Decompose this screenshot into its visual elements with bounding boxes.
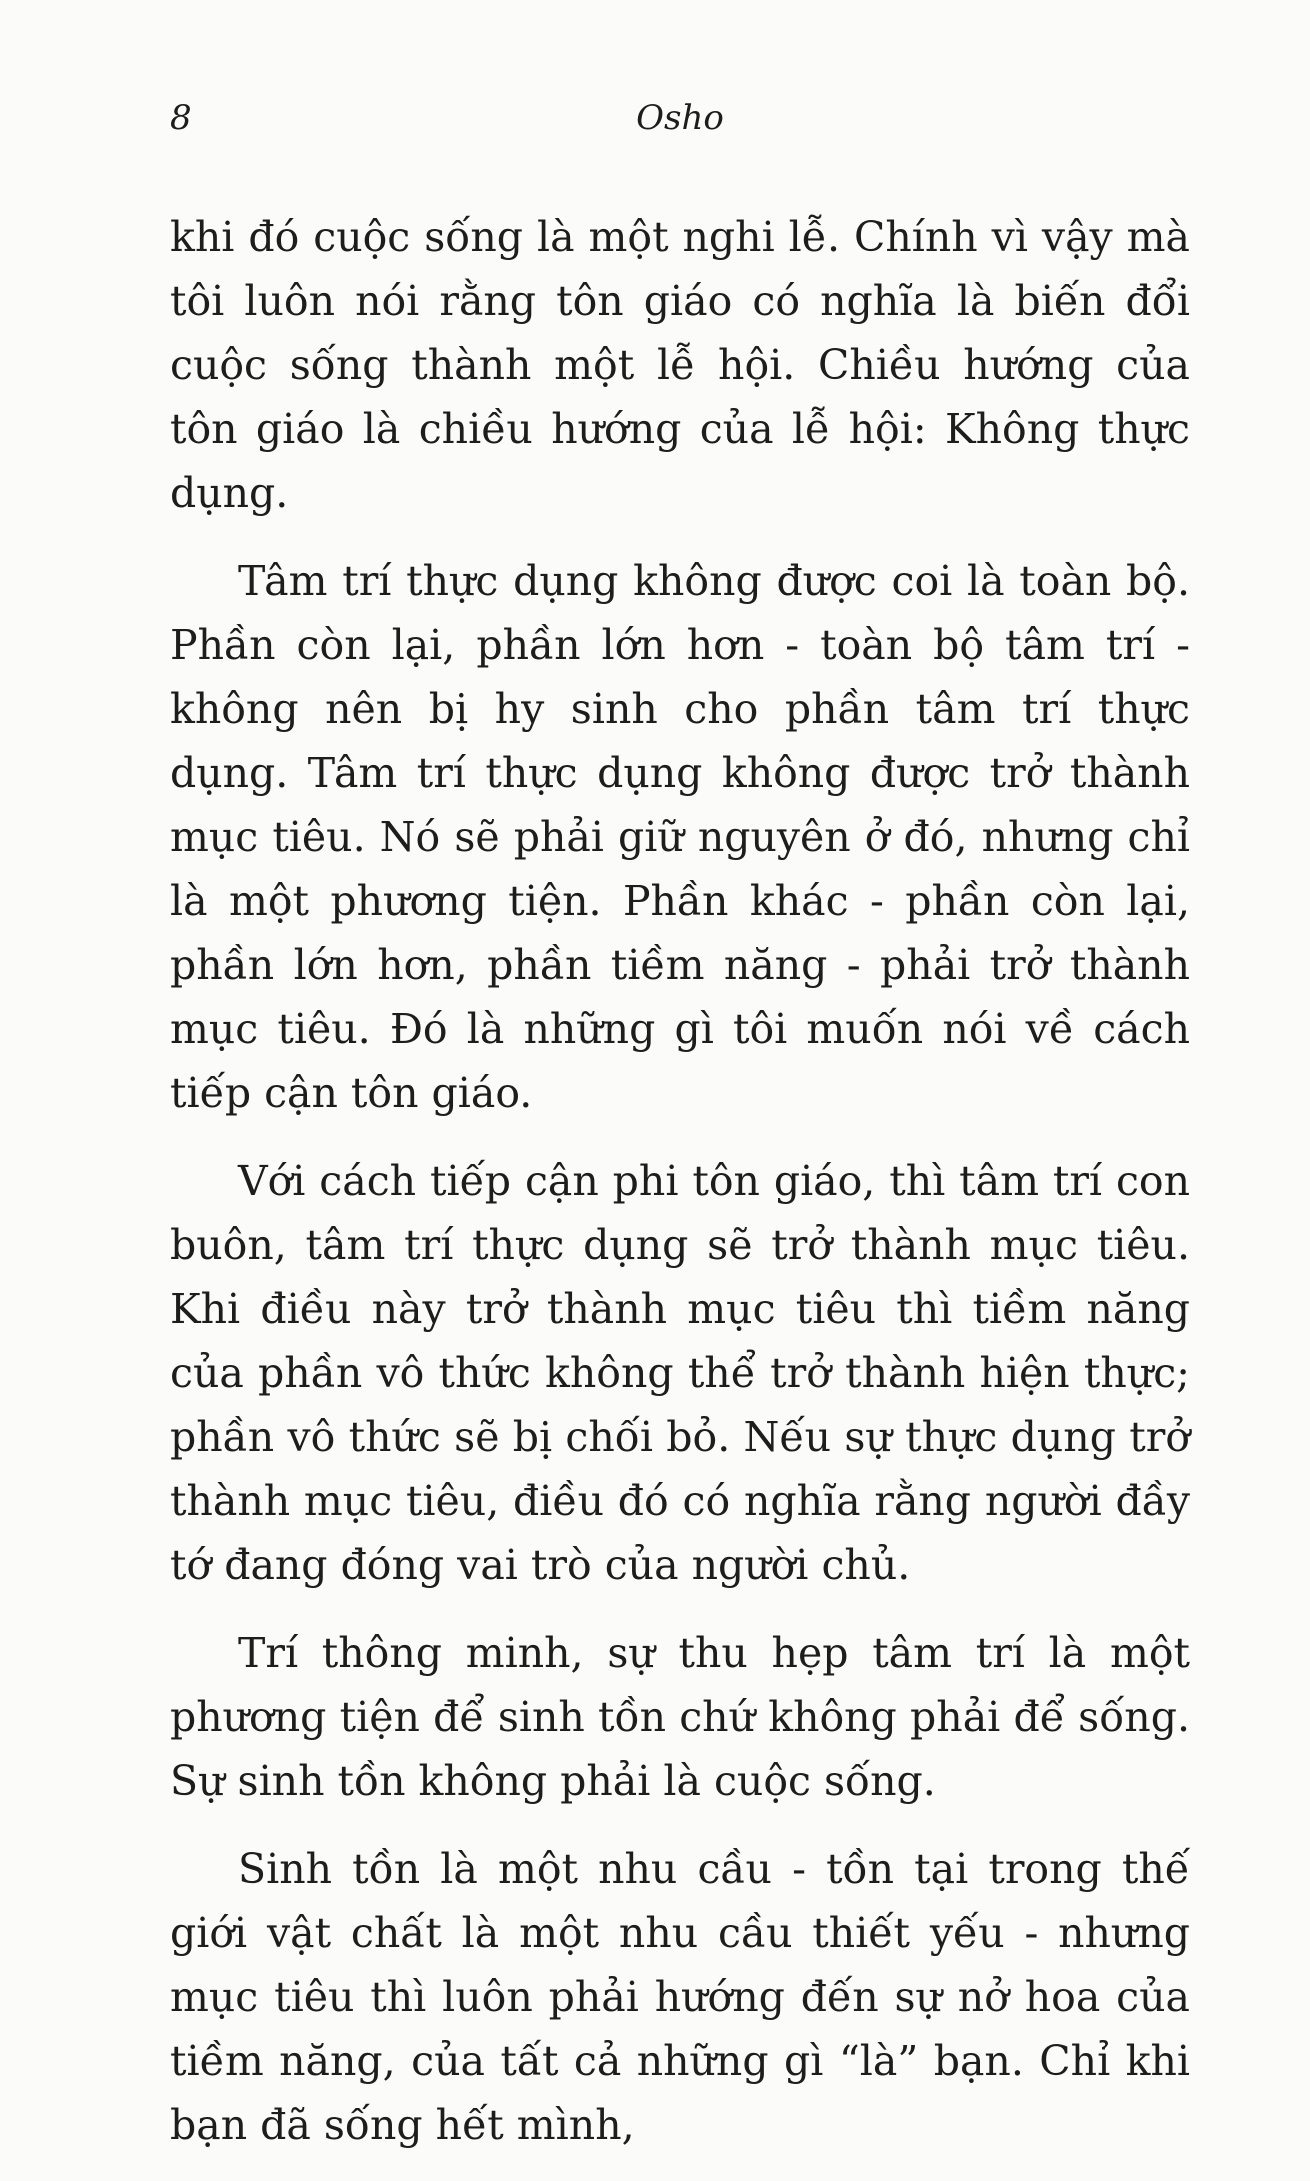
- paragraph: khi đó cuộc sống là một nghi lễ. Chính vì vậy mà tôi luôn nói rằng tôn giáo có nghĩa là biến đổi cuộc sống thành một lễ hội. Chiều hướng của tôn giáo là chiều hướng của lễ hội: Không thực dụng.: [170, 213, 1190, 517]
- page-number: 8: [170, 98, 192, 138]
- paragraph: Sinh tồn là một nhu cầu - tồn tại trong thế giới vật chất là một nhu cầu thiết yếu - nhưng mục tiêu thì luôn phải hướng đến sự nở hoa của tiềm năng, của tất cả những gì “là” bạn. Chỉ khi bạn đã sống hết mình,: [170, 1845, 1190, 2149]
- paragraph: Trí thông minh, sự thu hẹp tâm trí là một phương tiện để sinh tồn chứ không phải để sống. Sự sinh tồn không phải là cuộc sống.: [170, 1629, 1190, 1805]
- paragraph: Với cách tiếp cận phi tôn giáo, thì tâm trí con buôn, tâm trí thực dụng sẽ trở thành mục tiêu. Khi điều này trở thành mục tiêu thì tiềm năng của phần vô thức không thể trở thành hiện thực; phần vô thức sẽ bị chối bỏ. Nếu sự thực dụng trở thành mục tiêu, điều đó có nghĩa rằng người đầy tớ đang đóng vai trò của người chủ.: [170, 1157, 1190, 1589]
- running-head: Osho: [636, 98, 724, 138]
- paragraph: Tâm trí thực dụng không được coi là toàn bộ. Phần còn lại, phần lớn hơn - toàn bộ tâm trí - không nên bị hy sinh cho phần tâm trí thực dụng. Tâm trí thực dụng không được trở thành mục tiêu. Nó sẽ phải giữ nguyên ở đó, nhưng chỉ là một phương tiện. Phần khác - phần còn lại, phần lớn hơn, phần tiềm năng - phải trở thành mục tiêu. Đó là những gì tôi muốn nói về cách tiếp cận tôn giáo.: [170, 557, 1190, 1117]
- page-header: [170, 98, 1190, 148]
- body-text: [170, 205, 1190, 2181]
